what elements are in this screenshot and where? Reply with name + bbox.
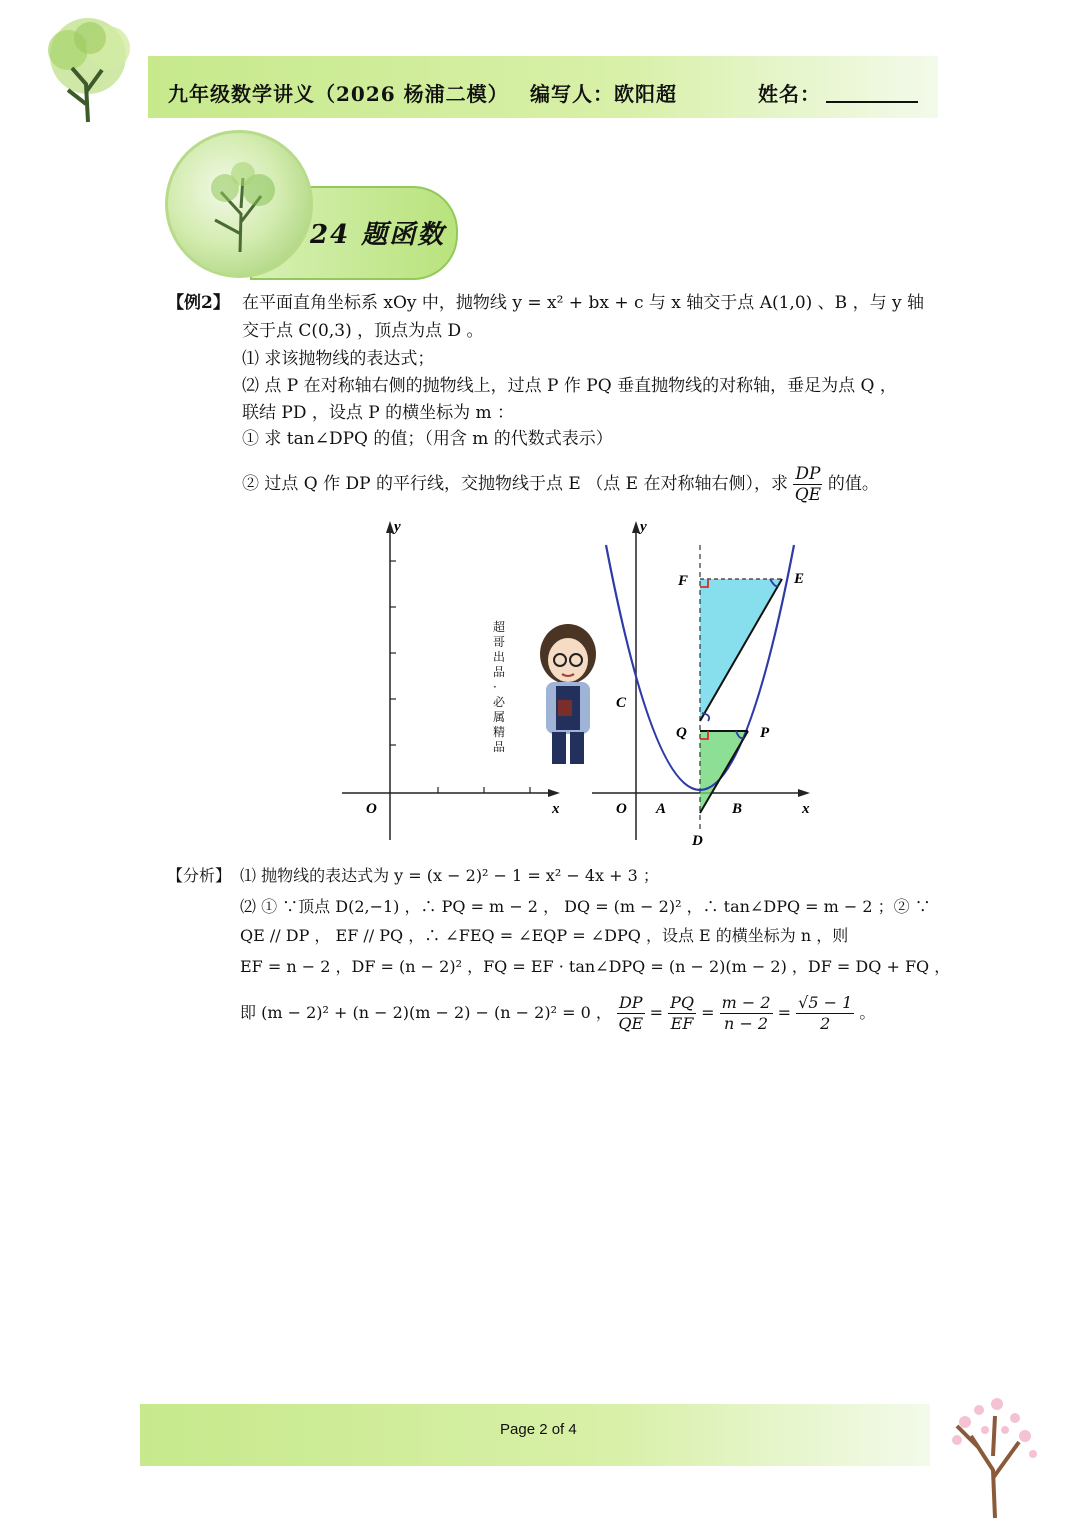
tree-logo-icon xyxy=(28,14,148,126)
question-2-line-b: 联结 PD ，设点 P 的横坐标为 m ： xyxy=(242,403,515,423)
section-tree-icon xyxy=(185,148,295,258)
left-y-label: y xyxy=(394,519,401,535)
point-e-label: E xyxy=(794,571,805,587)
cartoon-caption: 超哥出品 · 必属精品 xyxy=(493,620,506,754)
problem-line-1: 在平面直角坐标系 xOy 中，抛物线 y = x² + bx + c 与 x 轴交于点 A(1,0) 、B ，与 y 轴 xyxy=(242,293,924,313)
problem-line-2: 交于点 C(0,3) ，顶点为点 D 。 xyxy=(242,321,484,341)
name-blank-line xyxy=(826,101,918,103)
question-2-part-2: ② 过点 Q 作 DP 的平行线，交抛物线于点 E （点 E 在对称轴右侧），求 $\frac{DP}{QE}$ 的值。 xyxy=(242,464,879,505)
point-q-label: Q xyxy=(676,725,687,741)
fraction-dp-qe-ans: $\frac{DP}{QE}$ xyxy=(618,993,644,1033)
question-2-line-a: ⑵ 点 P 在对称轴右侧的抛物线上，过点 P 作 PQ 垂直抛物线的对称轴，垂足为点 Q ， xyxy=(242,376,897,396)
question-1: ⑴ 求该抛物线的表达式； xyxy=(242,349,435,369)
analysis-line-3: QE // DP ， EF // PQ ，∴ ∠FEQ = ∠EQP = ∠DPQ ，设点 E 的横坐标为 n ，则 xyxy=(240,926,849,945)
point-d-label: D xyxy=(692,833,703,849)
analysis-line-4: EF = n − 2 ，DF = (n − 2)² ，FQ = EF · tan∠DPQ = (n − 2)(m − 2) ，DF = DQ + FQ ， xyxy=(240,957,951,976)
point-a-label: A xyxy=(656,801,667,817)
blossom-tree-icon xyxy=(935,1360,1045,1520)
fraction-pq-ef: $\frac{PQ}{EF}$ xyxy=(670,993,695,1033)
right-x-label: x xyxy=(802,801,810,817)
point-c-label: C xyxy=(616,695,627,711)
question-2-part-1: ① 求 tan∠DPQ 的值；（用含 m 的代数式表示） xyxy=(242,429,613,449)
left-origin-label: O xyxy=(366,801,377,817)
right-y-label: y xyxy=(640,519,647,535)
left-axes xyxy=(342,521,560,840)
teacher-cartoon-icon xyxy=(532,620,606,770)
point-b-label: B xyxy=(732,801,743,817)
section-title: 24 题函数 xyxy=(310,220,446,250)
fraction-m-n: $\frac{m - 2}{n - 2}$ xyxy=(721,993,771,1033)
analysis-tag: 【分析】 xyxy=(167,866,232,885)
fraction-result: $\frac{√5 - 1}{2}$ xyxy=(798,993,853,1033)
point-p-label: P xyxy=(760,725,770,741)
header-author: 编写人：欧阳超 xyxy=(530,82,677,106)
fraction-dp-qe: $\frac{DP}{QE}$ xyxy=(794,464,822,505)
page-number: Page 2 of 4 xyxy=(500,1421,577,1438)
left-x-label: x xyxy=(552,801,560,817)
analysis-line-1: ⑴ 抛物线的表达式为 y = (x − 2)² − 1 = x² − 4x + 3 ； xyxy=(240,866,659,885)
analysis-line-5: 即 (m − 2)² + (n − 2)(m − 2) − (n − 2)² = 0 ， $\frac{DP}{QE}$ = $\frac{PQ}{EF}$ = $\frac{m - 2}{n - 2}$ = $\frac{√5 - 1}{2}$ 。 xyxy=(240,993,876,1033)
header-title: 九年级数学讲义（2026 杨浦二模） xyxy=(168,82,509,106)
header-name-label: 姓名： xyxy=(758,82,821,106)
right-origin-label: O xyxy=(616,801,627,817)
problem-tag: 【例2】 xyxy=(167,293,230,313)
analysis-line-2: ⑵ ① ∵顶点 D(2,−1) ，∴ PQ = m − 2 ， DQ = (m − 2)² ，∴ tan∠DPQ = m − 2 ；② ∵ xyxy=(240,897,931,916)
point-f-label: F xyxy=(678,573,689,589)
